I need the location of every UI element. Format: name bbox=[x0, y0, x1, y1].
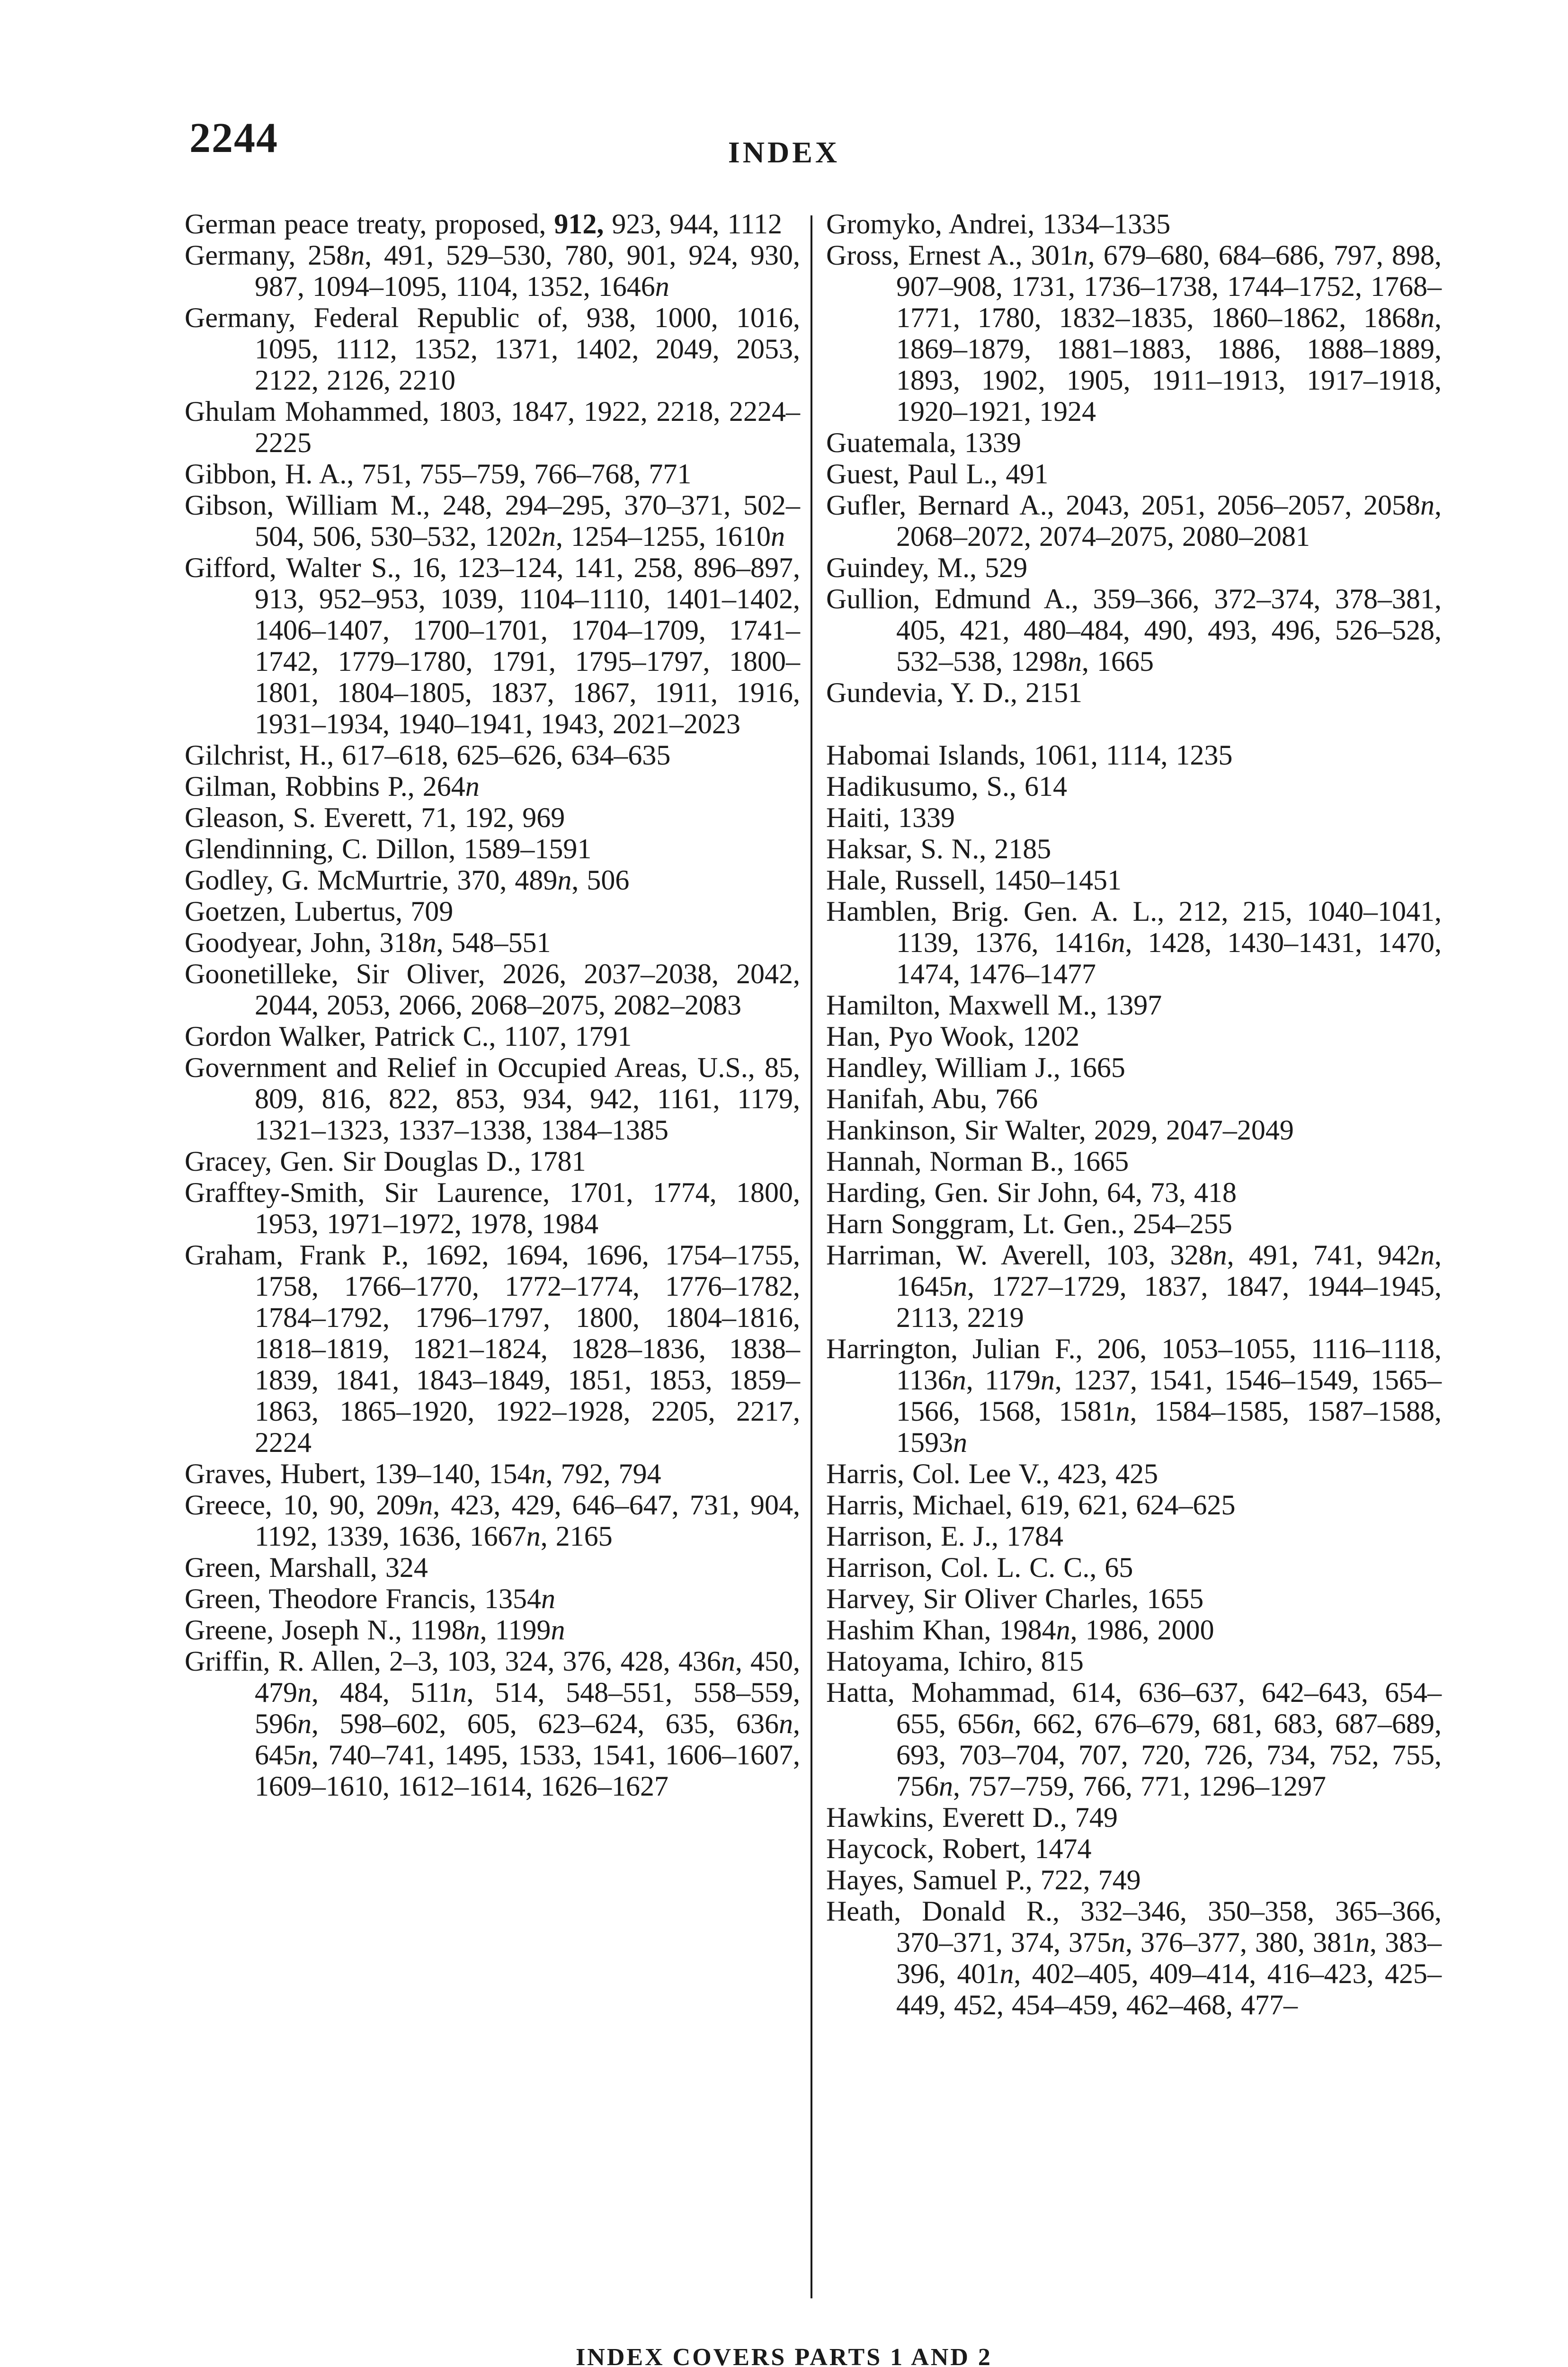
index-entry-references: 912, 923, 944, 1112 bbox=[554, 208, 782, 240]
index-entry bbox=[826, 1677, 1442, 1802]
index-entry bbox=[826, 864, 1442, 896]
index-entry-references: 1202 bbox=[1015, 1021, 1080, 1052]
index-entry-heading: Gibson, William M., bbox=[185, 489, 430, 521]
index-entry-references: 1984n, 1986, 2000 bbox=[991, 1614, 1214, 1646]
index-entry-references: 2043, 2051, 2056–2057, 2058n, 2068–2072, 2074–2075, 2080–2081 bbox=[896, 489, 1442, 552]
index-entry-references: 359–366, 372–374, 378–381, 405, 421, 480–484, 490, 493, 496, 526–528, 532–538, 1298n, 1665 bbox=[896, 583, 1442, 677]
index-entry-references: 529 bbox=[977, 552, 1028, 583]
index-entry-heading: Harris, Col. Lee V., bbox=[826, 1458, 1050, 1489]
index-entry-heading: Hatoyama, Ichiro, bbox=[826, 1646, 1033, 1677]
index-entry-heading: Harrison, E. J., bbox=[826, 1521, 998, 1552]
index-entry-references: 1339 bbox=[890, 802, 955, 833]
index-entry-references: 332–346, 350–358, 365–366, 370–371, 374, 375n, 376–377, 380, 381n, 383–396, 401n, 402–405, 409–414, 416–423, 425–449, 452, 454–459, 462–468, 477– bbox=[896, 1895, 1442, 2020]
index-entry-references: 324 bbox=[377, 1552, 428, 1583]
index-entry-references: 139–140, 154n, 792, 794 bbox=[366, 1458, 661, 1489]
index-entry-heading: Harriman, W. Averell, bbox=[826, 1239, 1091, 1271]
index-column-right bbox=[826, 208, 1442, 2020]
index-entry bbox=[185, 771, 800, 802]
index-entry-references: 1701, 1774, 1800, 1953, 1971–1972, 1978, 1984 bbox=[255, 1177, 801, 1239]
index-entry bbox=[185, 864, 800, 896]
index-entry bbox=[826, 1646, 1442, 1677]
index-entry-heading: Greece, bbox=[185, 1489, 272, 1521]
index-entry-references: 1589–1591 bbox=[455, 833, 592, 864]
index-entry-heading: Handley, William J., bbox=[826, 1052, 1060, 1083]
index-entry-heading: Hannah, Norman B., bbox=[826, 1146, 1064, 1177]
index-entry bbox=[185, 1052, 800, 1146]
index-entry-heading: Griffin, R. Allen, bbox=[185, 1646, 381, 1677]
index-entry-references: 1334–1335 bbox=[1034, 208, 1171, 240]
index-entry-heading: Hamblen, Brig. Gen. A. L., bbox=[826, 896, 1165, 927]
index-entry-heading: Graves, Hubert, bbox=[185, 1458, 366, 1489]
index-entry-heading: Harrington, Julian F., bbox=[826, 1333, 1083, 1364]
index-entry-heading: Gromyko, Andrei, bbox=[826, 208, 1035, 240]
index-entry-references: 1781 bbox=[521, 1146, 586, 1177]
index-entry-heading: Hatta, Mohammad, bbox=[826, 1677, 1056, 1708]
index-entry-references: 1474 bbox=[1026, 1833, 1092, 1864]
index-entry-heading: Heath, Donald R., bbox=[826, 1895, 1060, 1927]
index-entry-references: 1397 bbox=[1097, 989, 1162, 1021]
index-entry-heading: Hawkins, Everett D., bbox=[826, 1802, 1067, 1833]
index-entry bbox=[826, 427, 1442, 458]
index-entry bbox=[185, 1146, 800, 1177]
index-entry-references: 1198n, 1199n bbox=[401, 1614, 565, 1646]
index-entry bbox=[185, 1614, 800, 1646]
index-entry-heading: Hashim Khan, bbox=[826, 1614, 991, 1646]
index-entry bbox=[826, 1614, 1442, 1646]
index-entry-references: 2151 bbox=[1017, 677, 1082, 708]
index-entry-references: 749 bbox=[1067, 1802, 1118, 1833]
index-entry-heading: Godley, G. McMurtrie, bbox=[185, 864, 449, 896]
index-entry bbox=[826, 739, 1442, 771]
index-entry-references: 491 bbox=[998, 458, 1049, 489]
index-entry bbox=[185, 739, 800, 771]
index-entry-references: 1692, 1694, 1696, 1754–1755, 1758, 1766–1770, 1772–1774, 1776–1782, 1784–1792, 1796–1797, 1800, 1804–1816, 1818–1819, 1821–1824, 1828–1836, 1838–1839, 1841, 1843–1849, 1851, 1853, 1859–1863, 1865–1920, 1922–1928, 2205, 2217, 2224 bbox=[255, 1239, 800, 1458]
index-entry bbox=[826, 1552, 1442, 1583]
index-entry-heading: Hale, Russell, bbox=[826, 864, 986, 896]
index-entry bbox=[826, 896, 1442, 989]
index-entry-references: 1061, 1114, 1235 bbox=[1025, 739, 1233, 771]
index-entry-heading: Graham, Frank P., bbox=[185, 1239, 409, 1271]
index-entry bbox=[826, 1489, 1442, 1521]
index-entry-references: 709 bbox=[402, 896, 454, 927]
index-entry-heading: Haiti, bbox=[826, 802, 890, 833]
index-entry-heading: Hanifah, Abu, bbox=[826, 1083, 988, 1114]
index-entry-references: 258n, 491, 529–530, 780, 901, 924, 930, 987, 1094–1095, 1104, 1352, 1646n bbox=[255, 240, 801, 302]
index-entry bbox=[826, 240, 1442, 427]
index-entry-references: 722, 749 bbox=[1032, 1864, 1141, 1895]
index-entry-references: 617–618, 625–626, 634–635 bbox=[334, 739, 671, 771]
index-entry-references: 2026, 2037–2038, 2042, 2044, 2053, 2066, 2068–2075, 2082–2083 bbox=[255, 958, 800, 1021]
index-entry bbox=[826, 1239, 1442, 1333]
index-entry-heading: Haksar, S. N., bbox=[826, 833, 987, 864]
index-entry-references: 1354n bbox=[476, 1583, 556, 1614]
index-entry bbox=[826, 677, 1442, 708]
index-entry-references: 815 bbox=[1033, 1646, 1084, 1677]
index-entry bbox=[185, 240, 800, 302]
index-entry-references: 2185 bbox=[986, 833, 1051, 864]
index-entry-heading: Government and Relief in Occupied Areas, U.S., bbox=[185, 1052, 755, 1083]
index-entry-heading: German peace treaty, proposed, bbox=[185, 208, 546, 240]
index-entry bbox=[185, 1177, 800, 1239]
index-entry bbox=[185, 489, 800, 552]
index-entry-references: 1665 bbox=[1064, 1146, 1129, 1177]
index-entry bbox=[826, 802, 1442, 833]
index-entry-heading: Han, Pyo Wook, bbox=[826, 1021, 1015, 1052]
index-entry bbox=[826, 1833, 1442, 1864]
index-entry-heading: Harding, Gen. Sir John, bbox=[826, 1177, 1099, 1208]
index-entry bbox=[185, 1458, 800, 1489]
index-entry-references: 614, 636–637, 642–643, 654–655, 656n, 662, 676–679, 681, 683, 687–689, 693, 703–704, 707, 720, 726, 734, 752, 755, 756n, 757–759, 766, 771, 1296–1297 bbox=[896, 1677, 1442, 1802]
index-entry-references: 10, 90, 209n, 423, 429, 646–647, 731, 904, 1192, 1339, 1636, 1667n, 2165 bbox=[255, 1489, 801, 1552]
index-entry-heading: Gleason, S. Everett, bbox=[185, 802, 413, 833]
index-entry bbox=[185, 1021, 800, 1052]
index-entry bbox=[185, 1239, 800, 1458]
index-entry-references: 318n, 548–551 bbox=[371, 927, 551, 958]
index-entry bbox=[185, 833, 800, 864]
index-entry-references: 71, 192, 969 bbox=[413, 802, 565, 833]
index-entry bbox=[185, 1646, 800, 1802]
index-entry-heading: Green, Theodore Francis, bbox=[185, 1583, 477, 1614]
index-entry-heading: Gufler, Bernard A., bbox=[826, 489, 1054, 521]
index-entry bbox=[826, 1177, 1442, 1208]
index-entry bbox=[826, 1458, 1442, 1489]
index-entry-references: 103, 328n, 491, 741, 942n, 1645n, 1727–1729, 1837, 1847, 1944–1945, 2113, 2219 bbox=[896, 1239, 1442, 1333]
index-entry-references: 1107, 1791 bbox=[496, 1021, 632, 1052]
running-head: INDEX bbox=[728, 135, 840, 169]
index-entry bbox=[826, 1083, 1442, 1114]
index-entry bbox=[185, 208, 800, 240]
index-entry-heading: Gullion, Edmund A., bbox=[826, 583, 1079, 614]
index-entry-heading: Hadikusumo, S., bbox=[826, 771, 1017, 802]
index-entry-heading: Hamilton, Maxwell M., bbox=[826, 989, 1097, 1021]
index-entry bbox=[826, 1583, 1442, 1614]
index-entry bbox=[826, 1521, 1442, 1552]
index-entry-heading: Guindey, M., bbox=[826, 552, 977, 583]
index-column-left bbox=[185, 208, 800, 1802]
index-entry-references: 2029, 2047–2049 bbox=[1086, 1114, 1294, 1146]
index-entry bbox=[185, 1552, 800, 1583]
index-entry-references: 1784 bbox=[998, 1521, 1063, 1552]
index-entry-heading: Gordon Walker, Patrick C., bbox=[185, 1021, 496, 1052]
index-entry-heading: Ghulam Mohammed, bbox=[185, 396, 429, 427]
index-entry-references: 64, 73, 418 bbox=[1098, 1177, 1237, 1208]
index-entry bbox=[826, 1864, 1442, 1895]
index-entry-heading: Harvey, Sir Oliver Charles, bbox=[826, 1583, 1139, 1614]
index-entry-references: 1803, 1847, 1922, 2218, 2224–2225 bbox=[255, 396, 800, 458]
index-entry-references: 938, 1000, 1016, 1095, 1112, 1352, 1371, 1402, 2049, 2053, 2122, 2126, 2210 bbox=[255, 302, 801, 396]
index-entry-heading: Gracey, Gen. Sir Douglas D., bbox=[185, 1146, 521, 1177]
index-entry-references: 254–255 bbox=[1124, 1208, 1232, 1239]
index-entry bbox=[185, 1583, 800, 1614]
index-entry bbox=[826, 458, 1442, 489]
index-entry bbox=[185, 1489, 800, 1552]
index-entry-heading: Gundevia, Y. D., bbox=[826, 677, 1017, 708]
index-entry-references: 16, 123–124, 141, 258, 896–897, 913, 952–953, 1039, 1104–1110, 1401–1402, 1406–1407, 1700–1701, 1704–1709, 1741–1742, 1779–1780, 1791, 1795–1797, 1800–1801, 1804–1805, 1837, 1867, 1911, 1916, 1931–1934, 1940–1941, 1943, 2021–2023 bbox=[255, 552, 801, 739]
index-entry-heading: Haycock, Robert, bbox=[826, 1833, 1027, 1864]
index-entry-heading: Harris, Michael, bbox=[826, 1489, 1013, 1521]
index-entry bbox=[826, 583, 1442, 677]
index-entry-heading: Goodyear, John, bbox=[185, 927, 372, 958]
index-entry-references: 2–3, 103, 324, 376, 428, 436n, 450, 479n, 484, 511n, 514, 548–551, 558–559, 596n, 598–602, 605, 623–624, 635, 636n, 645n, 740–741, 1495, 1533, 1541, 1606–1607, 1609–1610, 1612–1614, 1626–1627 bbox=[255, 1646, 801, 1802]
index-entry bbox=[826, 989, 1442, 1021]
index-entry bbox=[185, 896, 800, 927]
index-entry-heading: Hayes, Samuel P., bbox=[826, 1864, 1033, 1895]
index-entry bbox=[826, 489, 1442, 552]
index-entry bbox=[185, 302, 800, 396]
index-entry-references: 1339 bbox=[956, 427, 1021, 458]
column-divider bbox=[811, 215, 812, 2298]
index-entry-heading: Guest, Paul L., bbox=[826, 458, 998, 489]
index-entry-heading: Goetzen, Lubertus, bbox=[185, 896, 403, 927]
index-entry bbox=[826, 1146, 1442, 1177]
index-entry-heading: Habomai Islands, bbox=[826, 739, 1026, 771]
index-entry-heading: Hankinson, Sir Walter, bbox=[826, 1114, 1086, 1146]
index-entry-references: 1450–1451 bbox=[985, 864, 1122, 896]
index-entry-references: 248, 294–295, 370–371, 502–504, 506, 530–532, 1202n, 1254–1255, 1610n bbox=[255, 489, 800, 552]
index-entry bbox=[185, 458, 800, 489]
index-entry bbox=[826, 771, 1442, 802]
index-entry-references: 264n bbox=[414, 771, 480, 802]
index-entry-heading: Greene, Joseph N., bbox=[185, 1614, 402, 1646]
index-entry-references: 1665 bbox=[1060, 1052, 1125, 1083]
index-entry bbox=[826, 1052, 1442, 1083]
index-entry bbox=[185, 552, 800, 739]
index-entry bbox=[826, 1895, 1442, 2020]
index-entry bbox=[826, 1802, 1442, 1833]
index-entry-references: 212, 215, 1040–1041, 1139, 1376, 1416n, 1428, 1430–1431, 1470, 1474, 1476–1477 bbox=[896, 896, 1442, 989]
index-entry bbox=[185, 802, 800, 833]
index-entry bbox=[185, 396, 800, 458]
index-entry-references: 85, 809, 816, 822, 853, 934, 942, 1161, 1179, 1321–1323, 1337–1338, 1384–1385 bbox=[255, 1052, 800, 1146]
page-footer: INDEX COVERS PARTS 1 AND 2 bbox=[576, 2344, 992, 2367]
index-entry-references: 751, 755–759, 766–768, 771 bbox=[354, 458, 692, 489]
index-entry-heading: Harrison, Col. L. C. C., bbox=[826, 1552, 1097, 1583]
index-entry bbox=[185, 958, 800, 1021]
index-entry-heading: Germany, Federal Republic of, bbox=[185, 302, 569, 333]
index-entry-references: 423, 425 bbox=[1050, 1458, 1158, 1489]
index-entry-heading: Green, Marshall, bbox=[185, 1552, 377, 1583]
index-entry-heading: Gifford, Walter S., bbox=[185, 552, 401, 583]
index-entry-heading: Gross, Ernest A., bbox=[826, 240, 1023, 271]
index-entry-references: 614 bbox=[1016, 771, 1068, 802]
index-entry bbox=[826, 1208, 1442, 1239]
index-entry bbox=[826, 1021, 1442, 1052]
index-entry-references: 370, 489n, 506 bbox=[449, 864, 630, 896]
index-entry-references: 1655 bbox=[1139, 1583, 1204, 1614]
index-entry bbox=[826, 1333, 1442, 1458]
page-number: 2244 bbox=[189, 115, 278, 161]
index-entry-references: 301n, 679–680, 684–686, 797, 898, 907–908, 1731, 1736–1738, 1744–1752, 1768–1771, 1780, 1832–1835, 1860–1862, 1868n, 1869–1879, 1881–1883, 1886, 1888–1889, 1893, 1902, 1905, 1911–1913, 1917–1918, 1920–1921, 1924 bbox=[896, 240, 1442, 427]
index-entry-references: 65 bbox=[1096, 1552, 1133, 1583]
index-entry-heading: Gilchrist, H., bbox=[185, 739, 334, 771]
index-entry-heading: Goonetilleke, Sir Oliver, bbox=[185, 958, 485, 989]
index-entry-references: 619, 621, 624–625 bbox=[1012, 1489, 1236, 1521]
index-entry bbox=[826, 833, 1442, 864]
index-entry-heading: Glendinning, C. Dillon, bbox=[185, 833, 456, 864]
index-entry-references: 206, 1053–1055, 1116–1118, 1136n, 1179n, 1237, 1541, 1546–1549, 1565–1566, 1568, 1581n, 1584–1585, 1587–1588, 1593n bbox=[896, 1333, 1442, 1458]
index-entry bbox=[826, 552, 1442, 583]
index-entry bbox=[185, 927, 800, 958]
index-entry-references: 766 bbox=[987, 1083, 1038, 1114]
index-entry-heading: Guatemala, bbox=[826, 427, 956, 458]
index-entry-heading: Grafftey-Smith, Sir Laurence, bbox=[185, 1177, 550, 1208]
index-entry-heading: Gibbon, H. A., bbox=[185, 458, 354, 489]
index-entry-heading: Gilman, Robbins P., bbox=[185, 771, 415, 802]
index-entry-heading: Germany, bbox=[185, 240, 296, 271]
index-entry bbox=[826, 1114, 1442, 1146]
index-entry-heading: Harn Songgram, Lt. Gen., bbox=[826, 1208, 1125, 1239]
index-entry bbox=[826, 208, 1442, 240]
